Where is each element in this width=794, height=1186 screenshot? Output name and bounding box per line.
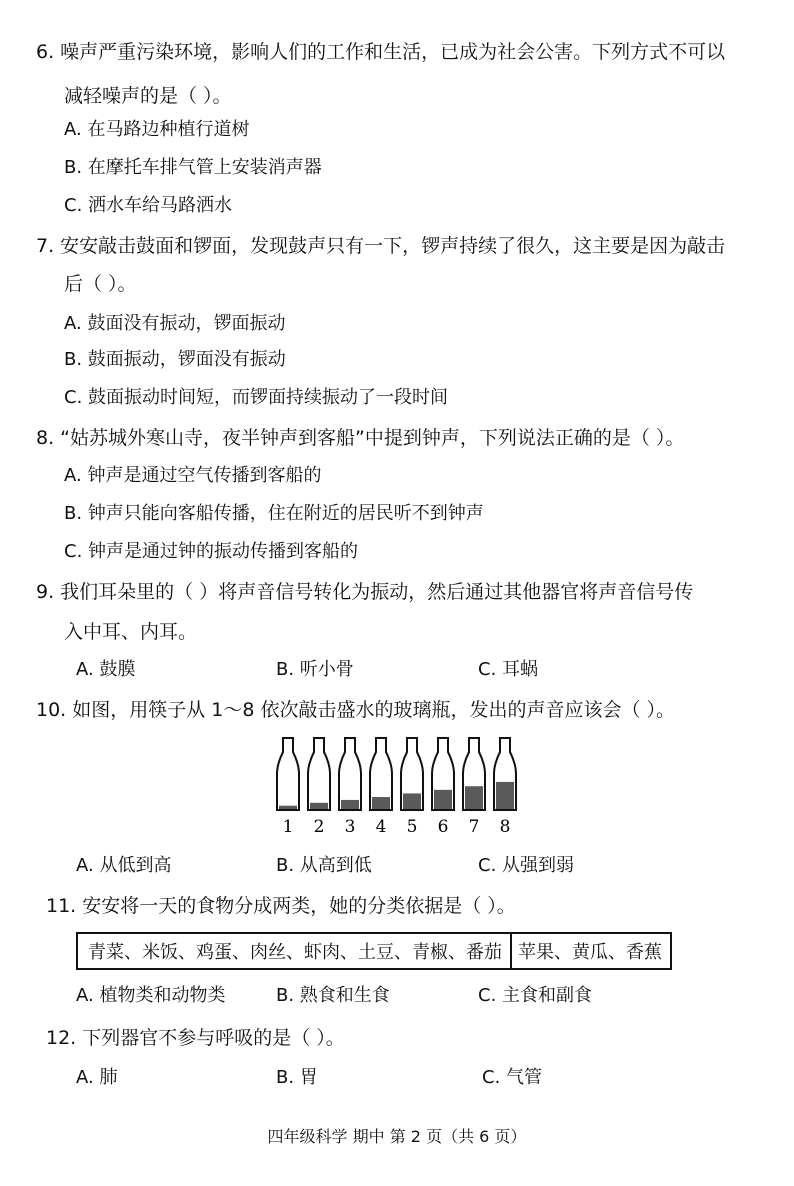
bottle-6 [432,738,454,837]
q10-option-c: C. 从强到弱 [478,855,575,876]
bottle-outline-1 [277,738,299,810]
q8-stem: 8. “姑苏城外寒山寺，夜半钟声到客船”中提到钟声，下列说法正确的是（ ）。 [36,427,685,449]
q10-stem: 10. 如图，用筷子从 1～8 依次敲击盛水的玻璃瓶，发出的声音应该会（ ）。 [36,699,676,721]
q11-option-a: A. 植物类和动物类 [76,985,226,1006]
q6-stem-line1: 6. 噪声严重污染环境，影响人们的工作和生活，已成为社会公害。下列方式不可以 [36,41,726,63]
q7-stem-line2: 后（ ）。 [64,273,137,295]
q7-stem-line1: 7. 安安敲击鼓面和锣面，发现鼓声只有一下，锣声持续了很久，这主要是因为敲击 [36,235,726,257]
water-bottles-figure [268,734,528,840]
water-level-5 [403,793,421,810]
q6-option-a: A. 在马路边种植行道树 [64,119,250,140]
food-classification-table [76,932,672,970]
bottle-7 [463,738,485,837]
q12-option-a: A. 肺 [76,1067,118,1088]
bottle-number-2: 2 [313,817,325,837]
q6-option-b: B. 在摩托车排气管上安装消声器 [64,157,322,178]
q10-option-a: A. 从低到高 [76,855,172,876]
water-level-4 [372,797,390,810]
bottle-number-5: 5 [406,817,418,837]
q7-option-a: A. 鼓面没有振动，锣面振动 [64,313,286,334]
bottle-4 [370,738,392,837]
water-level-2 [310,803,328,810]
q11-option-b: B. 熟食和生食 [276,985,390,1006]
bottle-2 [308,738,330,837]
water-level-3 [341,800,359,810]
q7-option-c: C. 鼓面振动时间短，而锣面持续振动了一段时间 [64,387,449,408]
q11-stem: 11. 安安将一天的食物分成两类，她的分类依据是（ ）。 [46,895,516,917]
water-level-6 [434,790,452,810]
bottle-1 [277,738,299,837]
q11-option-c: C. 主食和副食 [478,985,593,1006]
bottle-number-4: 4 [375,817,387,837]
food-group-2: 苹果、黄瓜、香蕉 [518,942,662,963]
water-level-7 [465,786,483,810]
page-footer: 四年级科学 期中 第 2 页（共 6 页） [267,1127,527,1146]
q12-option-c: C. 气管 [482,1067,543,1088]
q12-stem: 12. 下列器官不参与呼吸的是（ ）。 [46,1027,345,1049]
q6-option-c: C. 洒水车给马路洒水 [64,195,233,216]
q8-option-a: A. 钟声是通过空气传播到客船的 [64,465,322,486]
food-group-1: 青菜、米饭、鸡蛋、肉丝、虾肉、土豆、青椒、番茄 [78,934,512,968]
q9-stem-line2: 入中耳、内耳。 [64,621,198,643]
q9-option-c: C. 耳蜗 [478,659,539,680]
bottle-number-6: 6 [437,817,449,837]
bottle-5 [401,738,423,837]
bottle-3 [339,738,361,837]
bottle-number-3: 3 [344,817,356,837]
bottle-number-7: 7 [468,817,480,837]
q9-stem-line1: 9. 我们耳朵里的（ ）将声音信号转化为振动，然后通过其他器官将声音信号传 [36,581,694,603]
bottle-number-8: 8 [499,817,511,837]
bottle-8 [494,738,516,837]
bottle-number-1: 1 [282,817,294,837]
q9-option-b: B. 听小骨 [276,659,354,680]
bottle-outline-3 [339,738,361,810]
q12-option-b: B. 胃 [276,1067,318,1088]
q9-option-a: A. 鼓膜 [76,659,136,680]
water-level-8 [496,782,514,810]
q10-option-b: B. 从高到低 [276,855,372,876]
bottle-outline-2 [308,738,330,810]
q8-option-b: B. 钟声只能向客船传播，住在附近的居民听不到钟声 [64,503,484,524]
q7-option-b: B. 鼓面振动，锣面没有振动 [64,349,286,370]
q6-stem-line2: 减轻噪声的是（ ）。 [64,85,232,107]
q8-option-c: C. 钟声是通过钟的振动传播到客船的 [64,541,359,562]
